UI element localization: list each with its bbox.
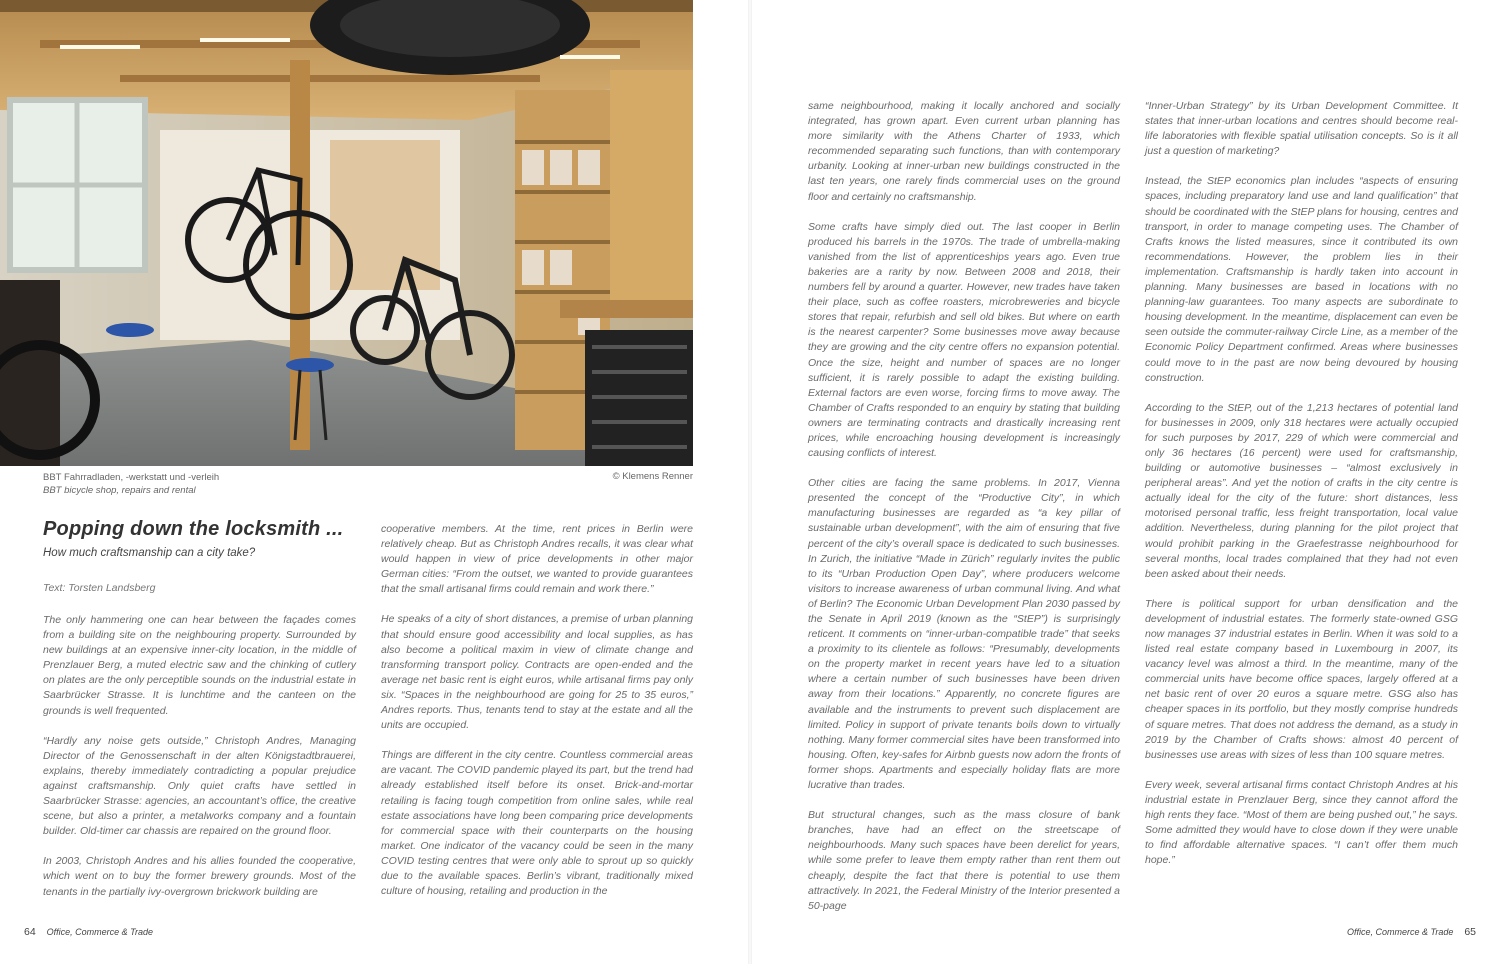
photo-caption xyxy=(43,471,219,497)
page-number-right: 65 xyxy=(1464,926,1476,938)
paragraph: In 2003, Christoph Andres and his allies founded the cooperative, which went on to buy the former brewery grounds. Most of the tenants in the partially ivy-overgrown brickwork building are xyxy=(43,855,356,898)
paragraph: According to the StEP, out of the 1,213 hectares of potential land for businesses in 2009, only 318 hectares were actually occupied for such purposes by 2017, 229 of which were commercial and only 36 hectares (16 percent) were used for craftsmanship, building or automotive businesses – “almost exclusively in peripheral areas”. And yet the notion of crafts in the city centre is actually ideal for the city of the future: short distances, less motorised personal traffic, less freight transportation, local value addition. Nevertheless, during planning for the pilot project that would prohibit parking in the Graefestrasse neighbourhood for several months, local trades complained that they had not even been asked about their needs. xyxy=(1145,401,1458,580)
text-column-4 xyxy=(1145,99,1458,883)
article-author: Text: Torsten Landsberg xyxy=(43,582,156,594)
paragraph: cooperative members. At the time, rent prices in Berlin were relatively cheap. But as Christoph Andres recalls, it was clear what would happen in view of price developments in other major German cities: “From the outset, we wanted to provide guarantees that the small artisanal firms could remain and work there.” xyxy=(381,523,693,596)
paragraph: same neighbourhood, making it locally anchored and socially integrated, has grown apart. Even current urban planning has more similarity with the Athens Charter of 1933, which recommended separating such functions, than with contemporary urbanity. Looking at inner-urban new buildings constructed in the last ten years, one rarely finds commercial uses on the ground floor and certainly no craftsmanship. xyxy=(808,100,1120,203)
text-column-3 xyxy=(808,99,1120,929)
article-title: Popping down the locksmith ... xyxy=(43,518,344,540)
paragraph: Every week, several artisanal firms contact Christoph Andres at his industrial estate in Prenzlauer Berg, since they cannot afford the high rents they face. “Most of them are being pushed out,” he says. Some admitted they would have to close down if they were unable to find affordable alternative spaces. “I can’t offer them much hope.” xyxy=(1145,778,1458,867)
section-name-left: Office, Commerce & Trade xyxy=(46,927,153,937)
section-name-right: Office, Commerce & Trade xyxy=(1347,927,1454,937)
paragraph: But structural changes, such as the mass closure of bank branches, have had an effect on the streetscape of neighbourhoods. Many such spaces have been derelict for years, while some prefer to leave them empty rather than rent them out cheaply, despite the fact that there is potential to use them attractively. In 2021, the Federal Ministry of the Interior presented a 50-page xyxy=(808,809,1120,912)
paragraph: “Inner-Urban Strategy” by its Urban Development Committee. It states that inner-urban locations and centres should become real-life laboratories with flexible spatial utilisation concepts. So is it all just a question of marketing? xyxy=(1145,100,1458,158)
text-column-1 xyxy=(43,613,356,915)
paragraph: The only hammering one can hear between the façades comes from a building site on the neighbouring property. Surrounded by new buildings at an expensive inner-city location, in the middle of Prenzlauer Berg, a muted electric saw and the chinking of cutlery on plates are the only perceptible sounds on the industrial estate in Saarbrücker Strasse. It is lunchtime and the canteen on the grounds is well frequented. xyxy=(43,614,356,717)
page-number-left: 64 xyxy=(24,926,36,938)
paragraph: Instead, the StEP economics plan includes “aspects of ensuring spaces, including preparatory land use and land qualification” that should be coordinated with the StEP plans for housing, centres and transport, in order to manage competing uses. The Chamber of Crafts knows the listed measures, since it contributed its own recommendations. However, the problem lies in their implementation. Craftsmanship is hardly taken into account in planning. Many businesses are based in locations with no planning-law guarantees. Too many aspects are subordinate to housing development. In the meantime, displacement can even be seen outside the commuter-railway Circle Line, as a member of the Economic Policy Department confirmed. Areas where businesses could move to in the past are now being devoured by housing construction. xyxy=(1145,175,1458,384)
paragraph: Things are different in the city centre. Countless commercial areas are vacant. The COVID pandemic played its part, but the trend had already established itself before its onset. Brick-and-mortar retailing is facing tough competition from online sales, while real estate associations have long been comparing price developments for commercial space with their counterparts on the housing market. One indicator of the vacancy could be seen in the many COVID testing centres that were only able to sprout up so quickly due to the available spaces. Berlin’s vibrant, traditionally mixed culture of housing, retailing and production in the xyxy=(381,749,693,898)
photo-credit: © Klemens Renner xyxy=(612,471,693,482)
paragraph: “Hardly any noise gets outside,” Christoph Andres, Managing Director of the Genossenschaft in der alten Königstadtbrauerei, explains, thereby immediately contradicting a popular prejudice against craftsmanship. Only quiet crafts have settled in Saarbrücker Strasse: agencies, an accountant’s office, the creative scene, but also a printer, a metalworks company and a fountain builder. Old-timer car chassis are repaired on the ground floor. xyxy=(43,734,356,838)
workshop-photo xyxy=(0,0,693,466)
footer-left xyxy=(24,926,153,938)
paragraph: There is political support for urban densification and the development of industrial estates. The formerly state-owned GSG now manages 37 industrial estates in Berlin. When it was sold to a listed real estate company based in Luxembourg in 2007, its vacancy level was almost a third. In the meantime, many of the commercial units have become office spaces, largely offered at a net basic rent of over 20 euros a square metre. GSG also has cheaper spaces in its portfolio, but they mostly comprise hundreds of square metres. That does not address the demand, as a study in 2019 by the Chamber of Crafts shows: almost 40 percent of businesses use areas with sizes of less than 100 square metres. xyxy=(1145,597,1458,761)
caption-english: BBT bicycle shop, repairs and rental xyxy=(43,485,196,496)
paragraph: He speaks of a city of short distances, a premise of urban planning that should ensure good accessibility and local supplies, as has also become a political maxim in view of climate change and transforming transport policy. Contracts are open-ended and the average net basic rent is eight euros, while artisanal firms pay only six. “Spaces in the neighbourhood are going for 25 to 35 euros,” Andres reports. Thus, tenants tend to stay at the estate and all the units are occupied. xyxy=(381,613,693,732)
footer-right xyxy=(1347,926,1476,938)
article-subtitle: How much craftsmanship can a city take? xyxy=(43,547,256,559)
caption-german: BBT Fahrradladen, -werkstatt und -verleih xyxy=(43,472,220,483)
paragraph: Some crafts have simply died out. The last cooper in Berlin produced his barrels in the 1970s. The trade of umbrella-making vanished from the list of apprenticeships years ago. Even true bakeries are a rarity by now. Between 2008 and 2018, their numbers fell by around a quarter. However, new trades have taken their place, such as coffee roasters, microbreweries and bicycle stores that repair, refurbish and sell old bikes. But where on earth is the nearest carpenter? Some businesses move away because they are growing and the city centre offers no expansion potential. Once the size, height and number of spaces are no longer sufficient, it is rarely possible to adapt the existing building. External factors are even worse, forcing firms to move away. The Chamber of Crafts responded to an enquiry by stating that building owners are terminating contracts and drastically increasing rent prices, while encroaching housing development is increasingly causing conflicts of interest. xyxy=(808,220,1120,460)
paragraph: Other cities are facing the same problems. In 2017, Vienna presented the concept of the “Productive City”, in which manufacturing businesses are regarded as “a key pillar of sustainable urban development”, with the aim of ensuring that five percent of the city’s overall space is dedicated to such businesses. In Zurich, the initiative “Made in Zürich” regularly invites the public to its “Urban Production Open Day”, where producers welcome visitors to increase awareness of urban communal living. And what of Berlin? The Economic Urban Development Plan 2030 passed by the Senate in April 2019 (known as the “StEP”) is surprisingly reticent. It comments on “inner-urban-compatible trade” that seeks a proximity to its clientele as follows: “Presumably, developments on the property market in recent years have led to a situation where a certain number of such businesses have been driven away from their locations.” Apparently, no concrete figures are available and the instruments to prevent such displacement are limited. Policy in support of private tenants boils down to virtually nothing. Many former commercial sites have been transformed into housing. Often, key-safes for Airbnb guests now adorn the fronts of former shops. Apartments and especially holiday flats are more lucrative than trades. xyxy=(808,477,1120,792)
text-column-2 xyxy=(381,522,693,914)
book-gutter xyxy=(748,0,752,964)
